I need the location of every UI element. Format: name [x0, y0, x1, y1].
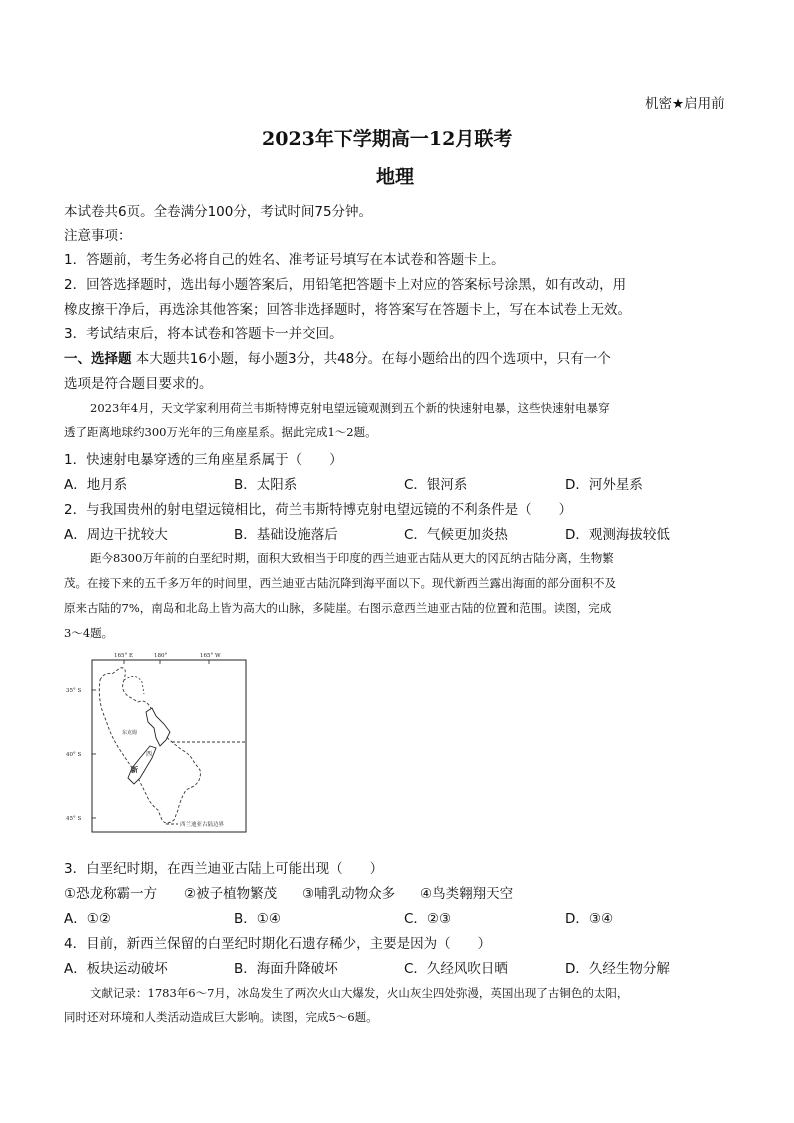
zealandia-map — [62, 650, 252, 840]
passage-2-line-4: 3～4题。 — [64, 626, 114, 640]
q4-option-d[interactable]: D．久经生物分解 — [565, 961, 670, 977]
section-1-heading-line — [64, 347, 611, 367]
note-3: 3．考试结束后，将本试卷和答题卡一并交回。 — [64, 326, 343, 342]
q4-option-b[interactable]: B．海面升降破坏 — [234, 961, 338, 977]
subject-title: 地理 — [376, 166, 415, 188]
q1-option-c[interactable]: C．银河系 — [404, 477, 468, 493]
place-label-new: 新 — [131, 765, 138, 774]
passage-3-line-2: 同时还对环境和人类活动造成巨大影响。读图，完成5～6题。 — [64, 1010, 378, 1024]
q4-option-a[interactable]: A．板块运动破坏 — [64, 961, 168, 977]
q2-option-d[interactable]: D．观测海拔较低 — [565, 527, 670, 543]
q2-option-b[interactable]: B．基础设施落后 — [234, 527, 338, 543]
q3-choice-2: ②被子植物繁茂 — [184, 886, 278, 902]
q2-option-a[interactable]: A．周边干扰较大 — [64, 527, 168, 543]
place-label-east: 东克姆 — [122, 730, 138, 736]
q3-option-d[interactable]: D．③④ — [565, 911, 614, 927]
q3-choice-1: ①恐龙称霸一方 — [64, 886, 158, 902]
lon-label-165w: 165° W — [200, 653, 221, 659]
q1-option-d[interactable]: D．河外星系 — [565, 477, 643, 493]
passage-2-line-1: 距今8300万年前的白垩纪时期，面积大致相当于印度的西兰迪亚古陆从更大的冈瓦纳古陆分离，生物繁 — [90, 551, 614, 565]
intro-text: 本试卷共6页。全卷满分100分，考试时间75分钟。 — [64, 204, 373, 220]
q2-option-c[interactable]: C．气候更加炎热 — [404, 527, 508, 543]
section-1-desc-2: 选项是符合题目要求的。 — [64, 376, 213, 392]
q1-stem: 1．快速射电暴穿透的三角座星系属于（ ） — [64, 452, 343, 468]
q1-option-b[interactable]: B．太阳系 — [234, 477, 298, 493]
lon-label-165e: 165° E — [114, 653, 134, 659]
q2-stem: 2．与我国贵州的射电望远镜相比，荷兰韦斯特博克射电望远镜的不利条件是（ ） — [64, 502, 573, 518]
q3-choice-4: ④鸟类翱翔天空 — [420, 886, 514, 902]
q1-option-a[interactable]: A．地月系 — [64, 477, 128, 493]
lat-label-35s: 35° S — [66, 688, 82, 694]
note-1: 1．答题前，考生务必将自己的姓名、准考证号填写在本试卷和答题卡上。 — [64, 252, 505, 268]
map-frame — [92, 660, 246, 832]
note-2-line-2: 橡皮擦干净后，再选涂其他答案；回答非选择题时，将答案写在答题卡上，写在本试卷上无效。 — [64, 302, 631, 318]
q4-stem: 4．目前，新西兰保留的白垩纪时期化石遗存稀少，主要是因为（ ） — [64, 936, 492, 952]
place-label-west: 西 — [146, 751, 153, 758]
section-1-heading: 一、选择题 — [64, 351, 132, 367]
note-2-line-1: 2．回答选择题时，选出每小题答案后，用铅笔把答题卡上对应的答案标号涂黑，如有改动，用 — [64, 277, 627, 293]
q3-stem: 3．白垩纪时期，在西兰迪亚古陆上可能出现（ ） — [64, 861, 384, 877]
exam-title: 2023年下学期高一12月联考 — [262, 128, 513, 150]
passage-1-line-2: 透了距离地球约300万光年的三角座星系。据此完成1～2题。 — [64, 425, 377, 439]
notes-heading: 注意事项： — [64, 228, 132, 244]
passage-1-line-1: 2023年4月，天文学家利用荷兰韦斯特博克射电望远镜观测到五个新的快速射电暴，这些快速射电暴穿 — [90, 401, 610, 415]
q3-option-b[interactable]: B．①④ — [234, 911, 281, 927]
confidential-label: 机密★启用前 — [645, 96, 725, 112]
lon-label-180: 180° — [154, 653, 168, 659]
lat-label-45s: 45° S — [66, 816, 82, 822]
q3-choice-3: ③哺乳动物众多 — [302, 886, 396, 902]
q4-option-c[interactable]: C．久经风吹日晒 — [404, 961, 508, 977]
q3-option-c[interactable]: C．②③ — [404, 911, 452, 927]
passage-2-line-3: 原来古陆的7%，南岛和北岛上皆为高大的山脉，多陡崖。右图示意西兰迪亚古陆的位置和范围。读图，完成 — [64, 601, 612, 615]
section-1-desc-1: 本大题共16小题，每小题3分，共48分。在每小题给出的四个选项中，只有一个 — [135, 351, 611, 367]
passage-3-line-1: 文献记录：1783年6～7月，冰岛发生了两次火山大爆发，火山灰尘四处弥漫，英国出现了古铜色的太阳， — [90, 986, 629, 1000]
legend-label: 西兰迪亚古陆边界 — [180, 822, 225, 828]
q3-option-a[interactable]: A．①② — [64, 911, 111, 927]
lat-label-40s: 40° S — [66, 752, 82, 758]
passage-2-line-2: 茂。在接下来的五千多万年的时间里，西兰迪亚古陆沉降到海平面以下。现代新西兰露出海面的部分面积不及 — [64, 576, 616, 590]
